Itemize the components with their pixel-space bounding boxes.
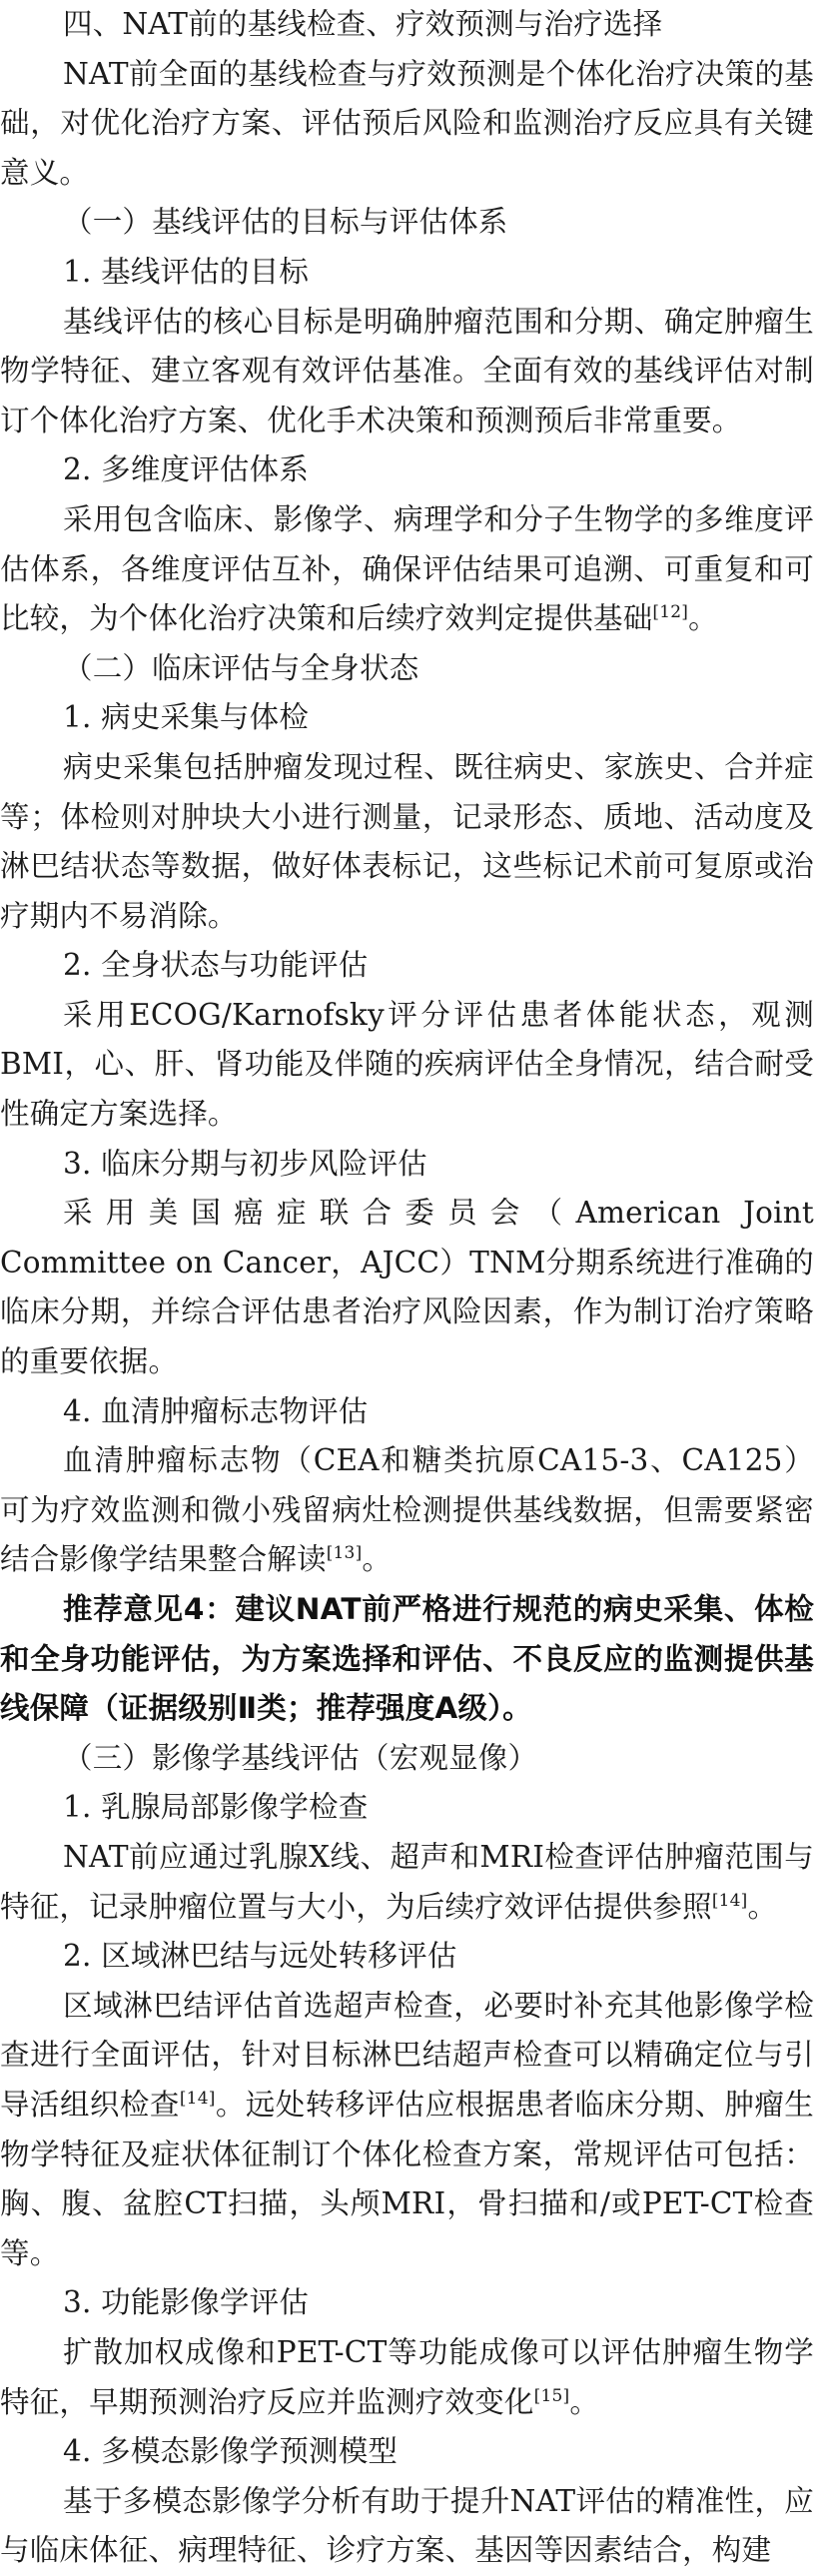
part1-sub1-title: 1. 基线评估的目标: [63, 254, 310, 289]
part3-sub2-title: 2. 区域淋巴结与远处转移评估: [63, 1939, 457, 1974]
part2-sub4-text: 血清肿瘤标志物（CEA和糖类抗原CA15-3、CA125）可为疗效监测和微小残留病灶检测提供基线数据，但需要紧密结合影像学结果整合解读: [0, 1443, 814, 1577]
part3-sub2-text-b: 。远处转移评估应根据患者临床分期、肿瘤生物学特征及症状体征制订个体化检查方案，常规评估可包括：胸、腹、盆腔CT扫描，头颅MRI，骨扫描和/或PET-CT检查等。: [0, 2087, 814, 2270]
part2-sub4-title: 4. 血清肿瘤标志物评估: [63, 1393, 369, 1428]
part3-sub2-paragraph: [0, 1982, 814, 2279]
recommendation-4: 推荐意见4：建议NAT前严格进行规范的病史采集、体检和全身功能评估，为方案选择和评估、不良反应的监测提供基线保障（证据级别Ⅱ类；推荐强度A级）。: [0, 1592, 814, 1726]
part1-sub2-text: 采用包含临床、影像学、病理学和分子生物学的多维度评估体系，各维度评估互补，确保评估结果可追溯、可重复和可比较，为个体化治疗决策和后续疗效判定提供基础: [0, 501, 814, 636]
part2-sub4-paragraph: [0, 1436, 814, 1585]
part3-sub4-title: 4. 多模态影像学预测模型: [63, 2434, 399, 2469]
part2-sub1-text: 病史采集包括肿瘤发现过程、既往病史、家族史、合并症等；体检则对肿块大小进行测量，记录形态、质地、活动度及淋巴结状态等数据，做好体表标记，这些标记术前可复原或治疗期内不易消除。: [0, 749, 814, 933]
citation-13: [13]: [326, 1543, 363, 1564]
part1-sub1-text: 基线评估的核心目标是明确肿瘤范围和分期、确定肿瘤生物学特征、建立客观有效评估基准。全面有效的基线评估对制订个体化治疗方案、优化手术决策和预测预后非常重要。: [0, 304, 814, 437]
part3-title: （三）影像学基线评估（宏观显像）: [63, 1740, 538, 1775]
part3-sub3-title: 3. 功能影像学评估: [63, 2285, 310, 2320]
part1-sub2-title: 2. 多维度评估体系: [63, 452, 310, 487]
part2-sub2-title: 2. 全身状态与功能评估: [63, 948, 369, 983]
part1-sub2-paragraph: [0, 495, 814, 644]
citation-12: [12]: [652, 602, 689, 623]
part3-sub3-end: 。: [569, 2384, 600, 2419]
part3-sub2-text-a: 区域淋巴结评估首选超声检查，必要时补充其他影像学检查进行全面评估，针对目标淋巴结超声检查可以精确定位与引导活组织检查: [0, 1988, 814, 2122]
part2-sub3-title: 3. 临床分期与初步风险评估: [63, 1146, 427, 1181]
part2-sub2-text: 采用ECOG/Karnofsky评分评估患者体能状态，观测BMI，心、肝、肾功能及伴随的疾病评估全身情况，结合耐受性确定方案选择。: [0, 997, 814, 1132]
part3-sub4-text: 基于多模态影像学分析有助于提升NAT评估的精准性，应与临床体征、病理特征、诊疗方案、基因等因素结合，构建: [0, 2483, 814, 2568]
part2-sub3-text: 采用美国癌症联合委员会（American Joint Committee on Cancer，AJCC）TNM分期系统进行准确的临床分期，并综合评估患者治疗风险因素，作为制订治疗策略的重要依据。: [0, 1196, 814, 1379]
citation-14b: [14]: [179, 2089, 216, 2110]
part3-sub1-text: NAT前应通过乳腺X线、超声和MRI检查评估肿瘤范围与特征，记录肿瘤位置与大小，为后续疗效评估提供参照: [0, 1839, 814, 1924]
part2-sub1-title: 1. 病史采集与体检: [63, 700, 310, 735]
part2-title: （二）临床评估与全身状态: [63, 650, 419, 685]
part3-sub1-title: 1. 乳腺局部影像学检查: [63, 1790, 369, 1825]
citation-15: [15]: [533, 2385, 570, 2406]
part3-sub1-paragraph: [0, 1833, 814, 1932]
intro-paragraph: NAT前全面的基线检查与疗效预测是个体化治疗决策的基础，对优化治疗方案、评估预后风险和监测治疗反应具有关键意义。: [0, 56, 814, 190]
part2-sub4-end: 。: [362, 1542, 393, 1577]
part3-sub1-end: 。: [747, 1889, 778, 1924]
part3-sub3-paragraph: [0, 2328, 814, 2427]
part1-title: （一）基线评估的目标与评估体系: [63, 205, 508, 240]
section-title: 四、NAT前的基线检查、疗效预测与治疗选择: [63, 7, 663, 41]
part1-sub2-end: 。: [688, 601, 718, 636]
part3-sub3-text: 扩散加权成像和PET-CT等功能成像可以评估肿瘤生物学特征，早期预测治疗反应并监测疗效变化: [0, 2334, 814, 2419]
citation-14a: [14]: [711, 1890, 748, 1911]
